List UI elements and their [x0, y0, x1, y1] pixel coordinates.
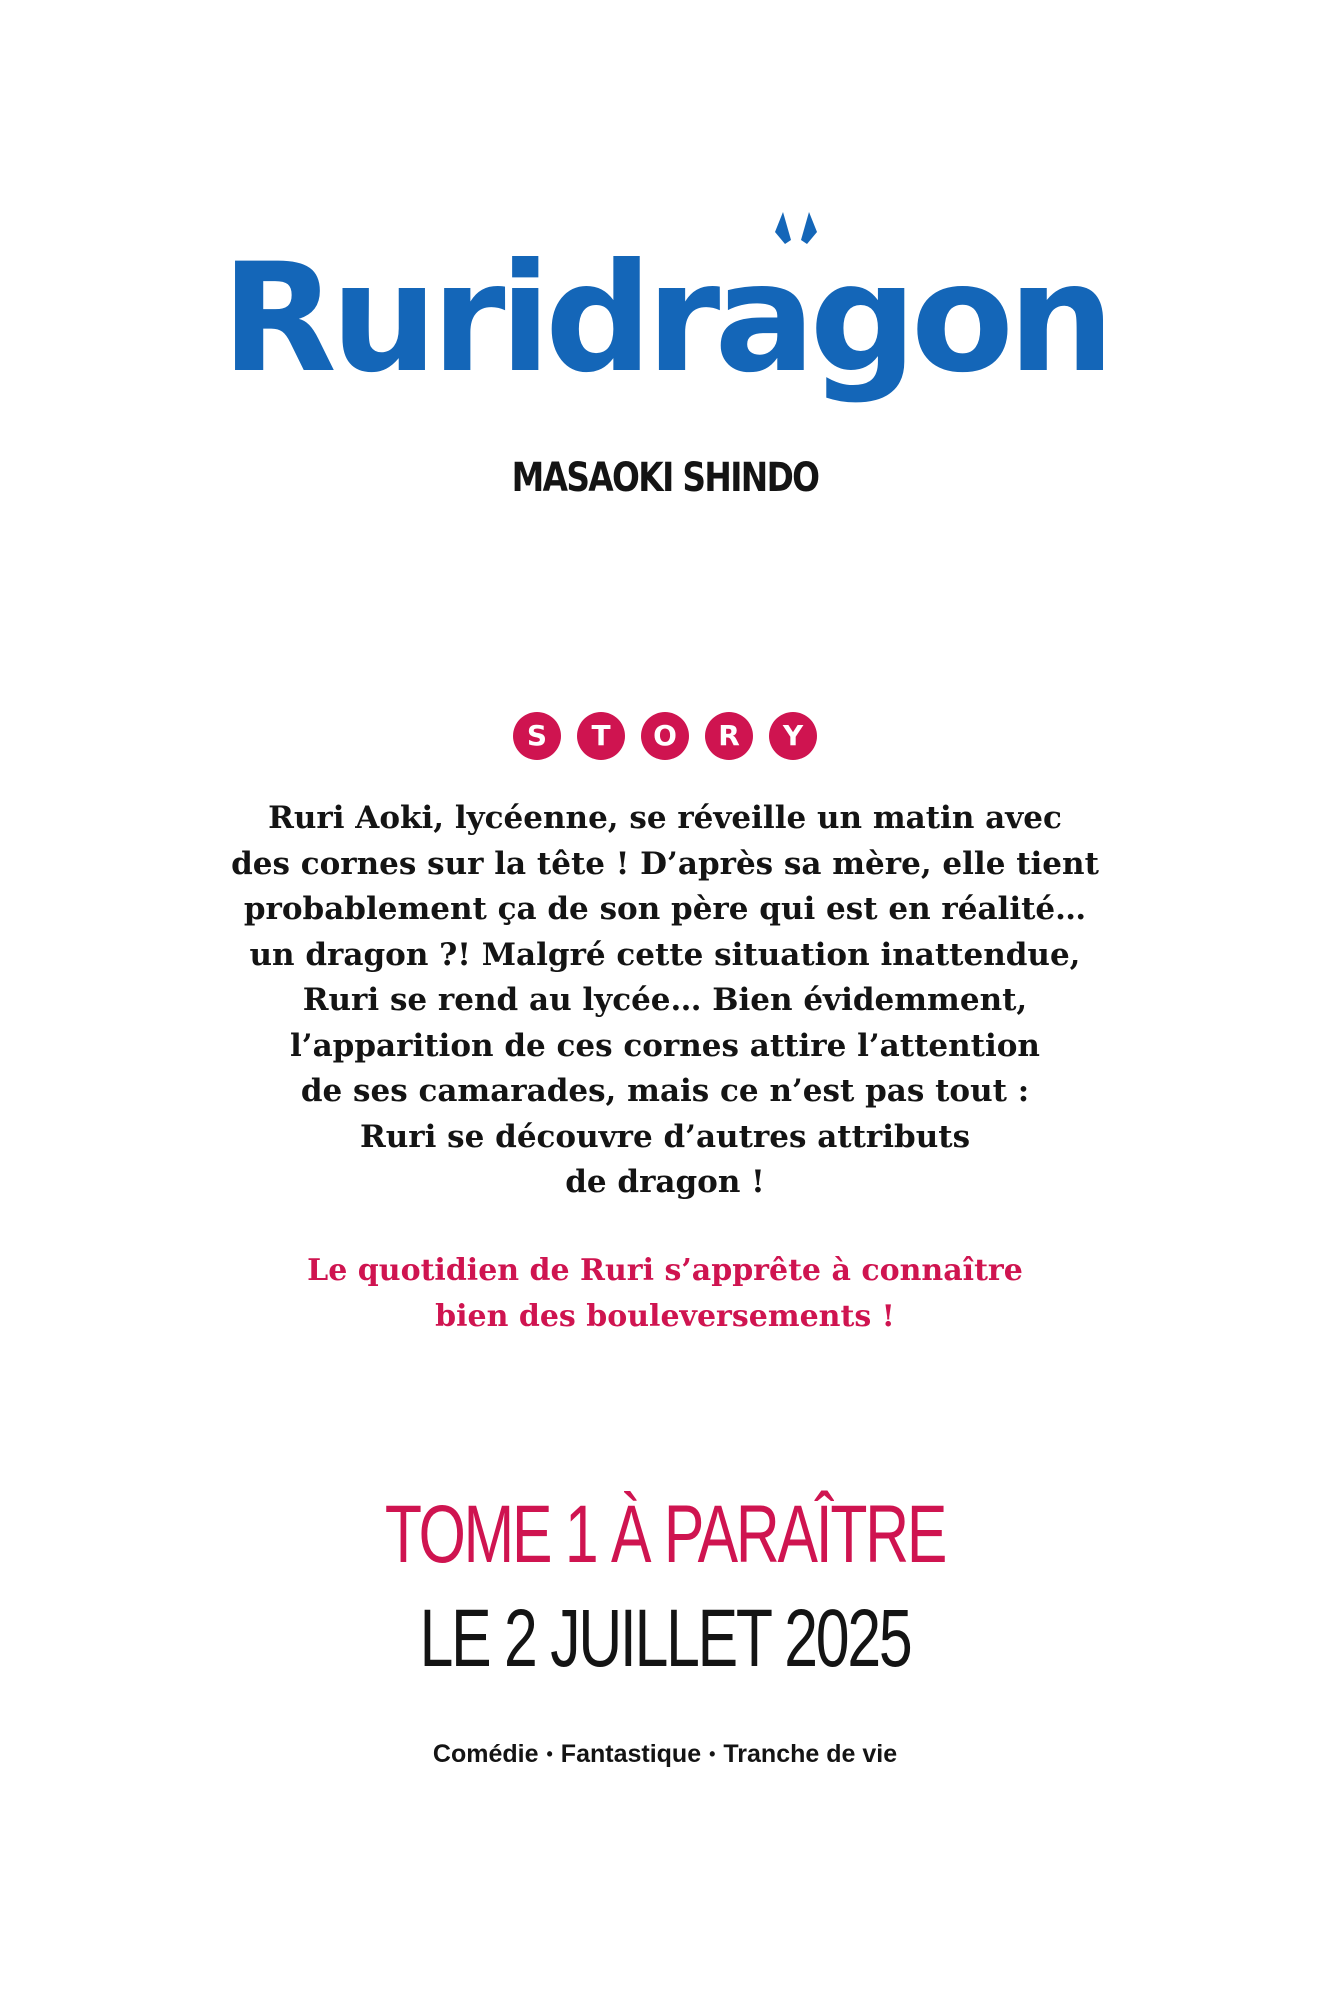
synopsis-text	[0, 796, 1330, 1206]
synopsis-line: Ruri se rend au lycée… Bien évidemment,	[302, 982, 1028, 1018]
tagline-line: bien des bouleversements !	[435, 1299, 895, 1334]
logo-title-text: Ruridragon	[221, 232, 1109, 406]
story-badge-r: R	[705, 712, 753, 760]
logo-wordmark	[221, 210, 1109, 410]
release-volume: TOME 1 À PARAÎTRE	[384, 1489, 946, 1580]
synopsis-line: de dragon !	[565, 1164, 765, 1200]
story-badge-s: S	[513, 712, 561, 760]
story-badge-t: T	[577, 712, 625, 760]
synopsis-line: Ruri Aoki, lycéenne, se réveille un matin avec	[268, 800, 1062, 836]
bullet-separator-icon: •	[709, 1744, 716, 1764]
tagline-line: Le quotidien de Ruri s’apprête à connaître	[307, 1253, 1023, 1288]
synopsis-line: un dragon ?! Malgré cette situation inattendue,	[249, 936, 1081, 973]
genre-list	[0, 1740, 1330, 1769]
author-name: MASAOKI SHINDO	[511, 455, 819, 501]
story-badge-y: Y	[769, 712, 817, 760]
genre-tag: Comédie	[432, 1740, 539, 1768]
synopsis-line: des cornes sur la tête ! D’après sa mère, elle tient	[231, 845, 1099, 882]
genre-tag: Tranche de vie	[723, 1740, 898, 1768]
synopsis-line: probablement ça de son père qui est en réalité…	[243, 891, 1087, 927]
bullet-separator-icon: •	[546, 1744, 553, 1764]
synopsis-line: Ruri se découvre d’autres attributs	[359, 1118, 971, 1155]
genre-tag: Fantastique	[560, 1740, 702, 1768]
title-logo	[0, 210, 1330, 415]
story-badge-o: O	[641, 712, 689, 760]
tagline	[0, 1248, 1330, 1340]
synopsis-line: de ses camarades, mais ce n’est pas tout :	[300, 1073, 1030, 1109]
synopsis-line: l’apparition de ces cornes attire l’attention	[290, 1027, 1040, 1064]
story-heading	[0, 712, 1330, 760]
release-date: LE 2 JUILLET 2025	[419, 1593, 911, 1684]
